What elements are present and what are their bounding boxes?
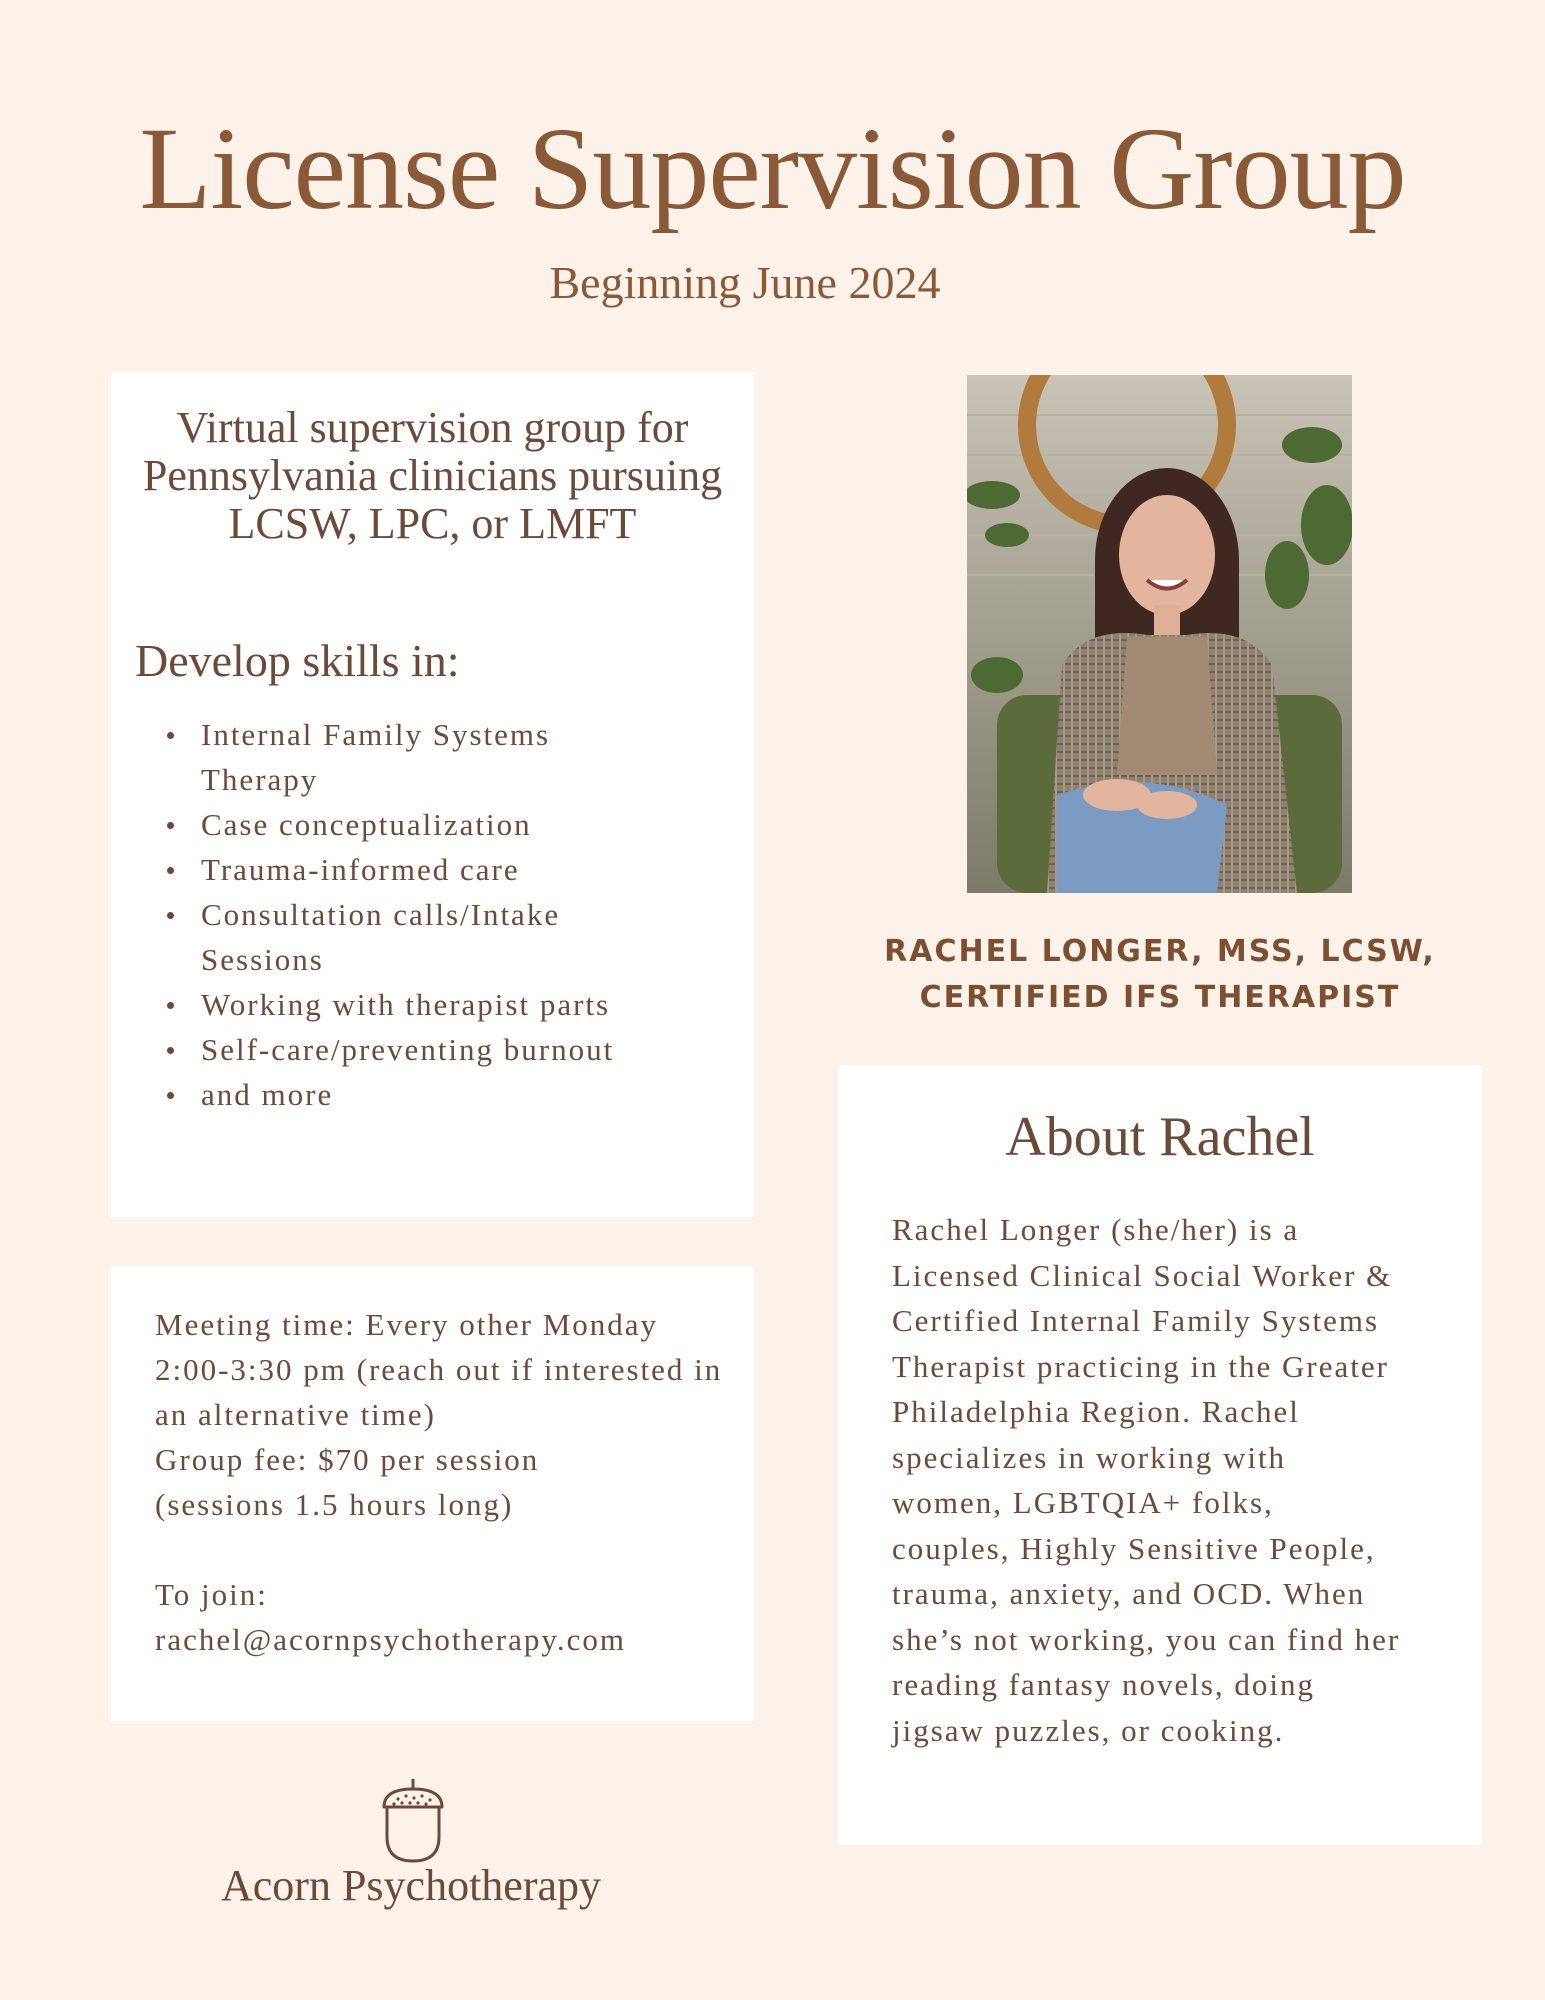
bio-line: specializes in working with bbox=[892, 1439, 1287, 1475]
skill-item: Trauma-informed care bbox=[163, 847, 723, 892]
bio-line: Philadelphia Region. Rachel bbox=[892, 1394, 1300, 1429]
skill-item: Working with therapist parts bbox=[163, 982, 723, 1027]
join-label: To join: bbox=[155, 1577, 268, 1612]
about-heading: About Rachel bbox=[1005, 1106, 1315, 1168]
skill-item: Case conceptualization bbox=[163, 802, 723, 847]
bio-line: reading fantasy novels, doing bbox=[892, 1667, 1316, 1702]
skill-item: Self-care/preventing burnout bbox=[163, 1027, 723, 1072]
page-title: License Supervision Group bbox=[139, 103, 1406, 234]
acorn-icon bbox=[378, 1775, 448, 1865]
therapist-photo bbox=[967, 375, 1352, 893]
bio-line: Licensed Clinical Social Worker & bbox=[892, 1257, 1393, 1293]
skills-heading: Develop skills in: bbox=[135, 635, 460, 686]
skill-item: Internal Family Systems Therapy bbox=[163, 712, 581, 802]
meeting-card bbox=[111, 1266, 754, 1721]
bio-line: Rachel Longer (she/her) is a bbox=[892, 1212, 1300, 1247]
page-subtitle: Beginning June 2024 bbox=[549, 257, 941, 308]
skill-item: and more bbox=[163, 1072, 723, 1117]
skills-card bbox=[111, 372, 754, 1217]
therapist-name-line-1: RACHEL LONGER, MSS, LCSW, bbox=[884, 934, 1436, 969]
about-bio bbox=[892, 1207, 1462, 1753]
bio-line: Certified Internal Family Systems bbox=[892, 1303, 1380, 1338]
intro-line: Virtual supervision group for bbox=[176, 403, 689, 452]
bio-line: she’s not working, you can find her bbox=[892, 1621, 1401, 1657]
meeting-details bbox=[155, 1302, 735, 1662]
bio-line: couples, Highly Sensitive People, bbox=[892, 1530, 1376, 1566]
skill-item: Consultation calls/Intake Sessions bbox=[163, 892, 621, 982]
therapist-name-line-2: CERTIFIED IFS THERAPIST bbox=[919, 980, 1401, 1015]
bio-line: women, LGBTQIA+ folks, bbox=[892, 1485, 1274, 1520]
meeting-time: Meeting time: Every other Monday 2:00-3:30 pm (reach out if interested in an alternative time) bbox=[155, 1307, 723, 1432]
group-intro bbox=[131, 404, 734, 548]
brand-name: Acorn Psychotherapy bbox=[220, 1861, 601, 1910]
group-fee: Group fee: $70 per session (sessions 1.5 hours long) bbox=[155, 1442, 540, 1522]
intro-line: Pennsylvania clinicians pursuing bbox=[142, 451, 723, 500]
about-card bbox=[838, 1065, 1482, 1845]
bio-line: jigsaw puzzles, or cooking. bbox=[892, 1712, 1285, 1748]
contact-email[interactable]: rachel@acornpsychotherapy.com bbox=[155, 1622, 626, 1657]
bio-line: Therapist practicing in the Greater bbox=[892, 1348, 1389, 1384]
intro-line: LCSW, LPC, or LMFT bbox=[228, 499, 637, 548]
skills-list bbox=[163, 712, 723, 1117]
bio-line: trauma, anxiety, and OCD. When bbox=[892, 1576, 1366, 1611]
